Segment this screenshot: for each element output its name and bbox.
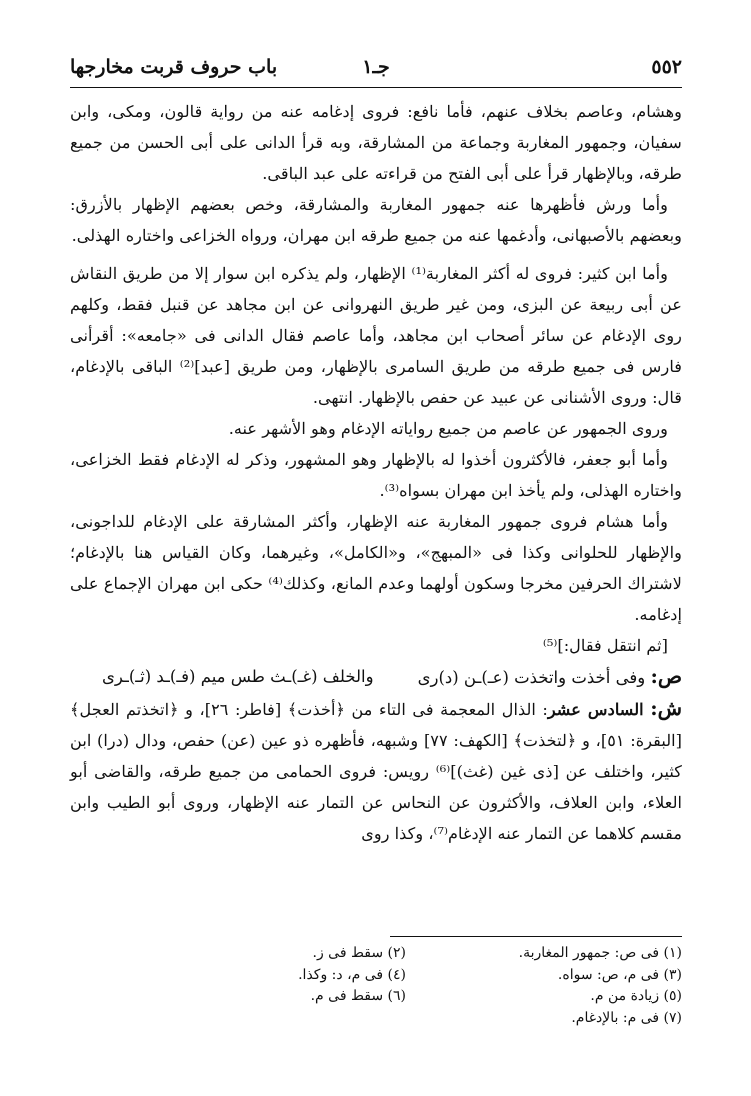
bracket-note: [ثم انتقل فقال:]⁽⁵⁾ xyxy=(542,636,668,655)
paragraph: وروى الجمهور عن عاصم من جميع رواياته الإدغام وهو الأشهر عنه. xyxy=(228,419,668,438)
poem-marker: ص: xyxy=(650,664,682,688)
poem-first-hemistich: وفى أخذت واتخذت (عـ)ـن (د)رى xyxy=(417,668,646,687)
poem-line xyxy=(70,661,682,693)
footnote: (٧) فى م: بالإدغام. xyxy=(571,1009,682,1026)
volume-label: جـ١ xyxy=(362,56,390,78)
paragraph: وهشام، وعاصم بخلاف عنهم، فأما نافع: فروى إدغامه عنه من رواية قالون، ومكى، وابن سفيان، وجمهور المغاربة وجماعة من المشارقة، وبه قرأ الدانى على أبى الحسن من جميع طرقه، وبالإظهار قرأ على أبى الفتح من قراءته على عبد الباقى. xyxy=(70,102,682,183)
paragraph: وأما أبو جعفر، فالأكثرون أخذوا له بالإظهار وهو المشهور، وذكر له الإدغام فقط الخزاعى، واختاره الهذلى، ولم يأخذ ابن مهران بسواه⁽³⁾. xyxy=(70,450,682,500)
paragraph: وأما هشام فروى جمهور المغاربة عنه الإظهار، وأكثر المشارقة على الإدغام للداجونى، والإظهار للحلوانى وكذا فى «المبهج»، و«الكامل»، وغيرهما، وكان القياس هنا بالإدغام؛ لاشتراك الحرفين مخرجا وسكون أولهما وعدم المانع، وكذلك⁽⁴⁾ حكى ابن مهران الإجماع على إدغامه. xyxy=(70,512,682,624)
footnote-rule xyxy=(390,936,682,937)
header-rule xyxy=(70,87,682,88)
page-number: ٥٥٢ xyxy=(651,56,682,78)
paragraph: وأما ابن كثير: فروى له أكثر المغاربة⁽¹⁾ الإظهار، ولم يذكره ابن سوار إلا من طريق النقاش عن أبى ربيعة عن البزى، ومن غير طريق النهروانى عن ابن مجاهد عن قنبل فقط، وكلهم روى الإدغام عن سائر أصحاب ابن مجاهد، وأما عاصم فقال الدانى فى «جامعه»: أقرأنى فارس فى جميع طرقه من طريق السامرى بالإظهار، ومن طريق [عبد]⁽²⁾ الباقى بالإدغام، قال: وروى الأشنانى عن عبيد عن حفص بالإظهار. انتهى. xyxy=(70,264,683,407)
footnote: (٢) سقط فى ز. xyxy=(312,945,406,961)
commentary xyxy=(70,693,682,849)
paragraph: وأما ورش فأظهرها عنه جمهور المغاربة والمشارقة، وخص بعضهم الإظهار بالأزرق: وبعضهم بالأصبهانى، وأدغمها عنه من جميع طرقه ابن مهران، ورواه الخزاعى واختاره الهذلى. xyxy=(70,195,682,245)
commentary-text: : الذال المعجمة فى التاء من ﴿أخذت﴾ [فاطر: ٢٦]، و ﴿اتخذتم العجل﴾ [البقرة: ٥١]، و ﴿لتخذت﴾ [الكهف: ٧٧] وشبهه، فأظهره ذو عين (عن) حفص، ودال (درا) ابن كثير، واختلف عن [ذى غين (غث)]⁽⁶⁾ رويس: فروى الحمامى من جميع طرقه، والقاضى أبو العلاء، وابن العلاف، والأكثرون عن النحاس عن التمار عنه الإظهار، وروى أبو الطيب وابن مقسم كلاهما عن التمار عنه الإدغام⁽⁷⁾، وكذا روى xyxy=(70,700,682,843)
footnote: (١) فى ص: جمهور المغاربة. xyxy=(518,945,682,961)
commentary-lead: السادس عشر xyxy=(547,700,644,719)
footnote: (٥) زيادة من م. xyxy=(590,988,682,1004)
commentary-marker: ش: xyxy=(650,696,682,720)
chapter-title: باب حروف قربت مخارجها xyxy=(70,56,278,78)
poem-second-hemistich: والخلف (غـ)ـث طس ميم (فـ)ـد (ثـ)ـرى xyxy=(101,667,374,686)
footnote: (٤) فى م، د: وكذا. xyxy=(298,966,406,983)
footnotes xyxy=(130,943,682,1029)
page-header xyxy=(70,56,682,86)
footnote: (٣) فى م، ص: سواه. xyxy=(557,966,682,983)
main-text xyxy=(70,96,682,849)
footnote: (٦) سقط فى م. xyxy=(310,988,406,1004)
